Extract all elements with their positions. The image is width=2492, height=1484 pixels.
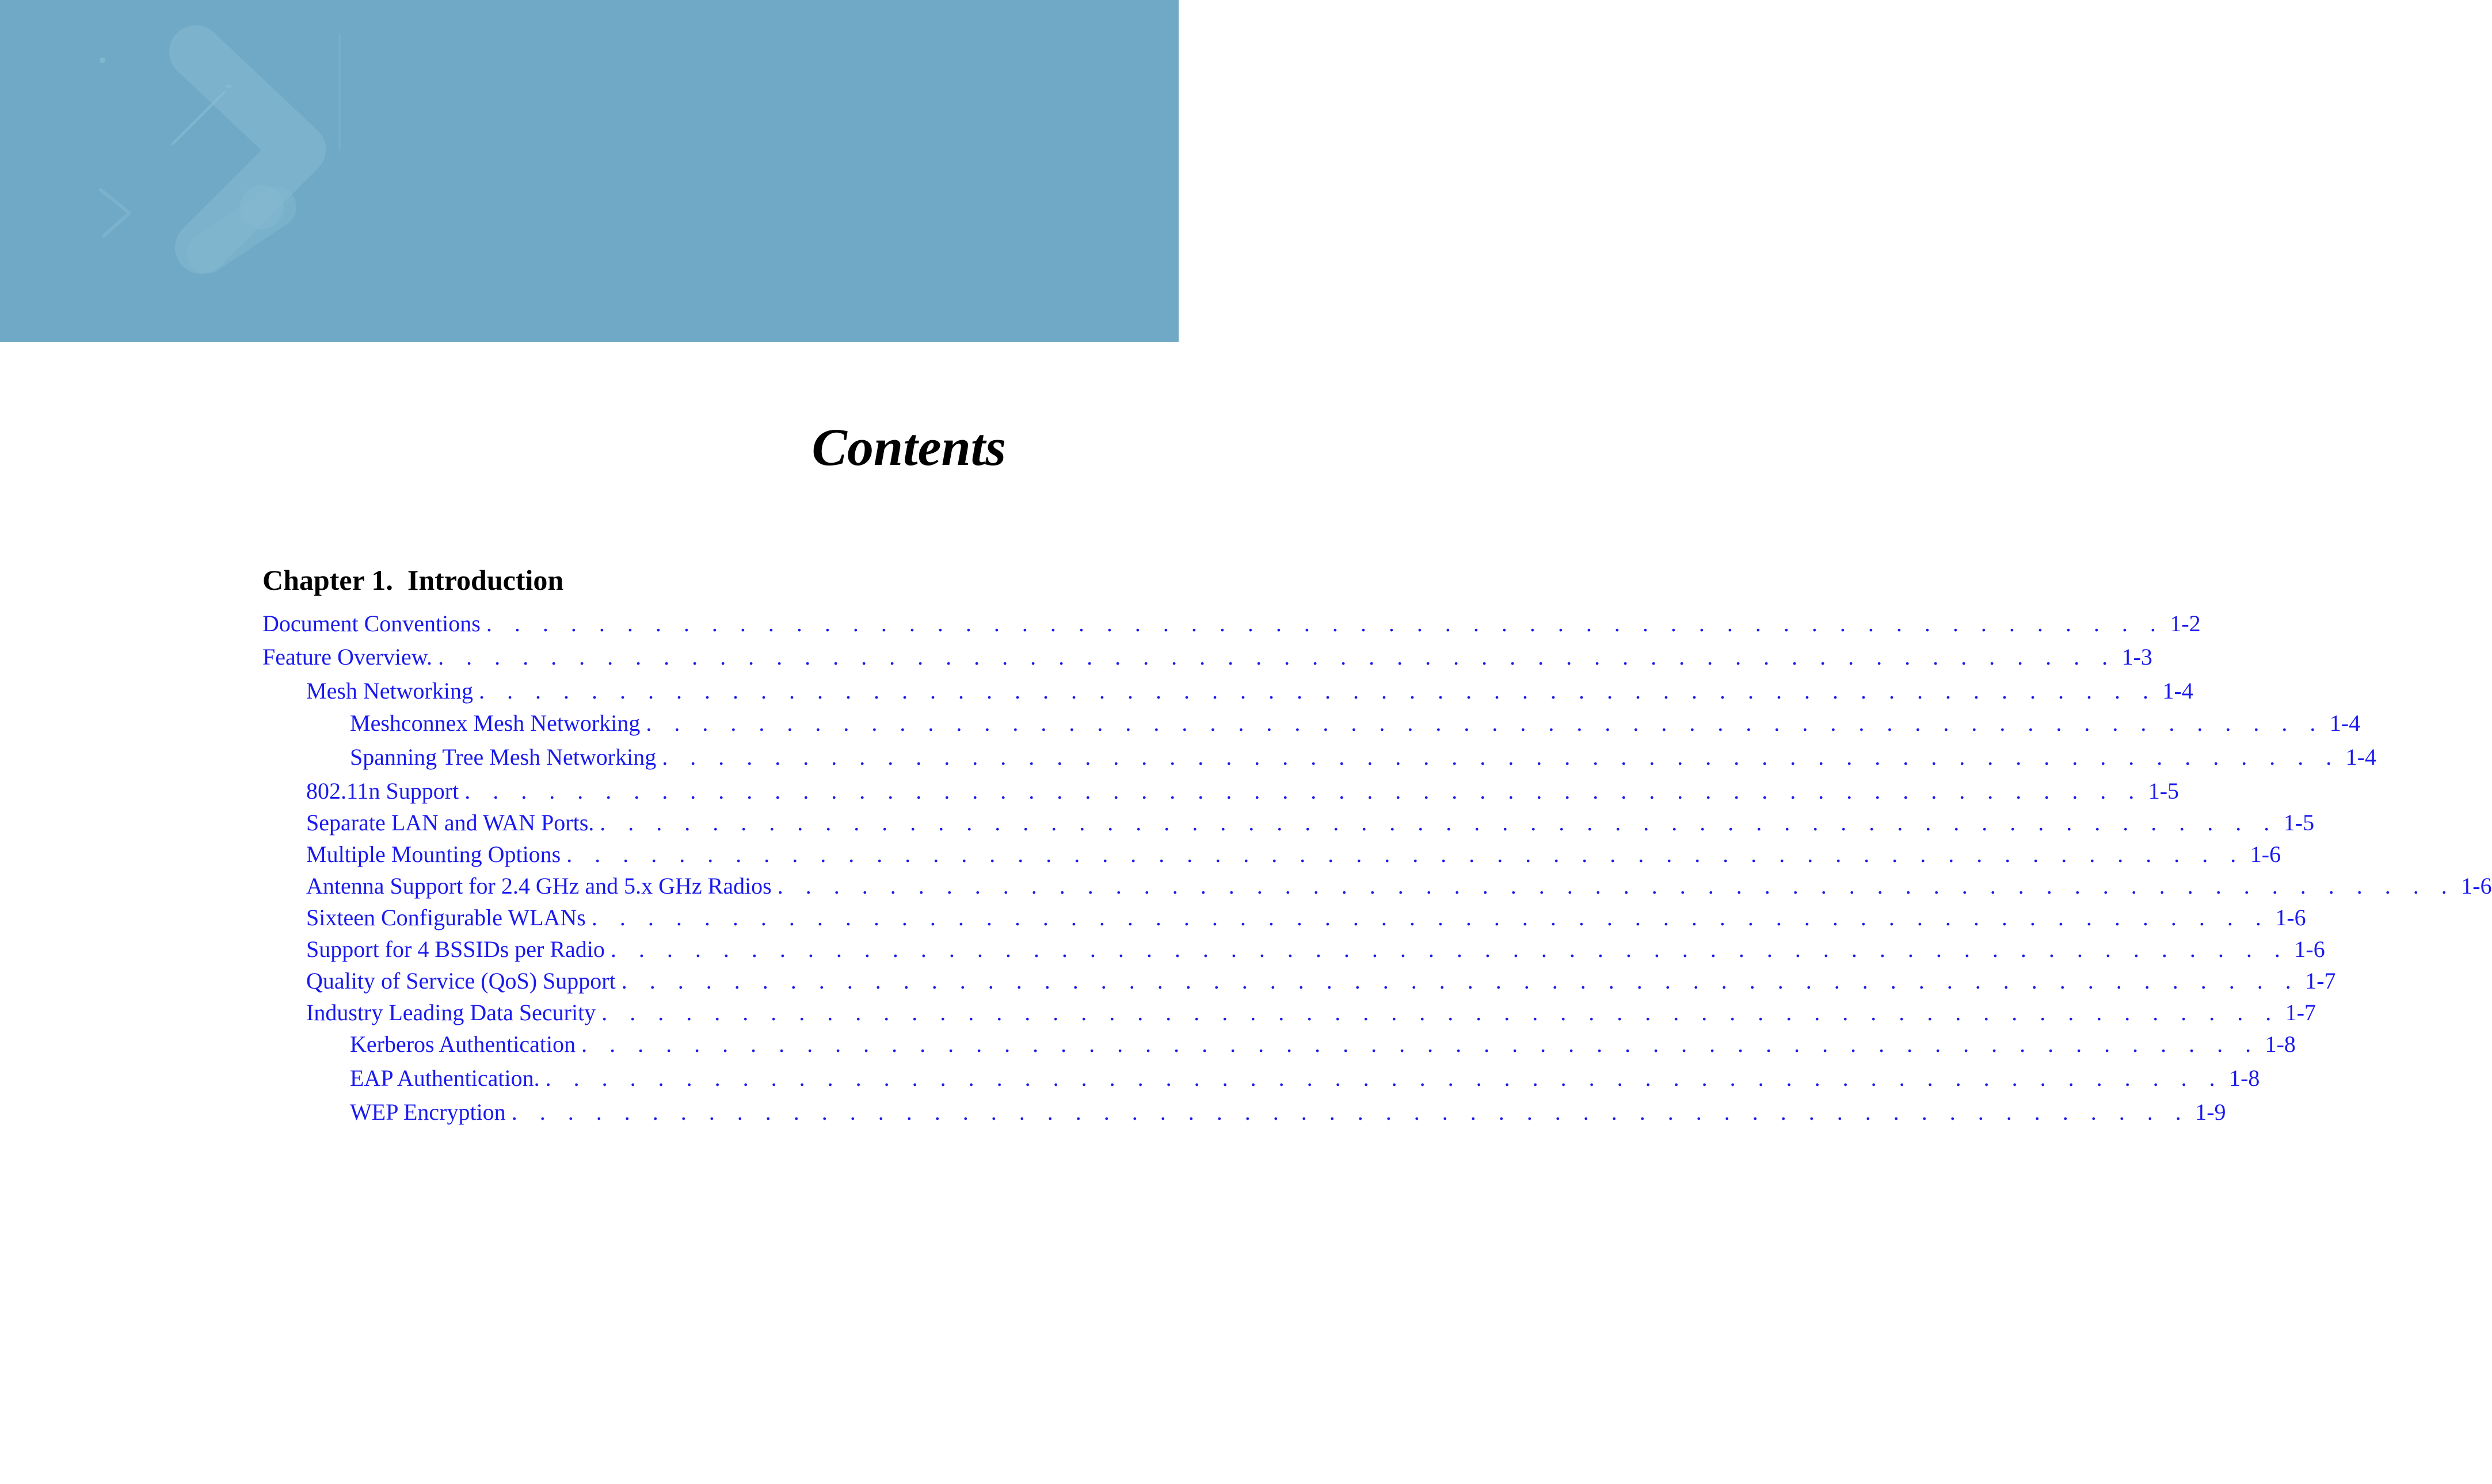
toc-leader-dots: . . . . . . . . . . . . . . . . . . . . . . . . . . . . . . . . . . . . . . . . . . . . . . . . . . . . . . . . . . . . <box>486 611 2165 636</box>
toc-page-number: 1-8 <box>2229 1065 2260 1091</box>
toc-entry-wep-encryption[interactable] <box>350 1096 2226 1128</box>
toc-page-number: 1-6 <box>2294 936 2325 962</box>
toc-entry-title: 802.11n Support <box>306 778 459 804</box>
toc-entry-title: Feature Overview. <box>262 644 433 670</box>
toc-entry-title: Meshconnex Mesh Networking <box>350 710 641 736</box>
toc-entry-quality-of-service[interactable] <box>306 965 2336 997</box>
toc-entry-title: Separate LAN and WAN Ports. <box>306 810 595 836</box>
toc-page-number: 1-5 <box>2148 778 2179 804</box>
toc-page-number: 1-7 <box>2305 968 2336 994</box>
toc-leader-dots: . . . . . . . . . . . . . . . . . . . . . . . . . . . . . . . . . . . . . . . . . . . . . . . . . . . . . . . . . . . . <box>478 678 2157 704</box>
toc-page-number: 1-4 <box>2162 678 2193 704</box>
toc-leader-dots: . . . . . . . . . . . . . . . . . . . . . . . . . . . . . . . . . . . . . . . . . . . . . . . . . . . . . . . . . . . . <box>662 744 2340 770</box>
toc-page-number: 1-7 <box>2285 999 2316 1025</box>
toc-page-number: 1-2 <box>2170 611 2201 636</box>
toc-page-number: 1-4 <box>2345 744 2377 770</box>
toc-entry-feature-overview[interactable] <box>262 641 2152 673</box>
toc-entry-title: WEP Encryption <box>350 1099 506 1125</box>
toc-entry-support-4-bssids[interactable] <box>306 933 2325 966</box>
toc-leader-dots: . . . . . . . . . . . . . . . . . . . . . . . . . . . . . . . . . . . . . . . . . . . . . . . . . . . . . . . . . . . . <box>601 999 2280 1025</box>
toc-page-number: 1-8 <box>2265 1031 2296 1057</box>
toc-leader-dots: . . . . . . . . . . . . . . . . . . . . . . . . . . . . . . . . . . . . . . . . . . . . . . . . . . . . . . . . . . . . <box>777 873 2456 899</box>
toc-entry-antenna-support[interactable] <box>306 870 2492 902</box>
toc-entry-title: Spanning Tree Mesh Networking <box>350 744 657 770</box>
toc-leader-dots: . . . . . . . . . . . . . . . . . . . . . . . . . . . . . . . . . . . . . . . . . . . . . . . . . . . . . . . . . . . . <box>646 710 2324 736</box>
toc-entry-title: Industry Leading Data Security <box>306 999 596 1025</box>
toc-leader-dots: . . . . . . . . . . . . . . . . . . . . . . . . . . . . . . . . . . . . . . . . . . . . . . . . . . . . . . . . . . . . <box>591 905 2270 930</box>
toc-leader-dots: . . . . . . . . . . . . . . . . . . . . . . . . . . . . . . . . . . . . . . . . . . . . . . . . . . . . . . . . . . . . <box>566 841 2245 867</box>
toc-entry-document-conventions[interactable] <box>262 608 2201 640</box>
toc-entry-mesh-networking[interactable] <box>306 675 2193 707</box>
page-title: Contents <box>811 418 1006 476</box>
toc-entry-spanning-tree-mesh-networking[interactable] <box>350 741 2377 773</box>
toc-leader-dots: . . . . . . . . . . . . . . . . . . . . . . . . . . . . . . . . . . . . . . . . . . . . . . . . . . . . . . . . . . . . <box>464 778 2143 804</box>
toc-leader-dots: . . . . . . . . . . . . . . . . . . . . . . . . . . . . . . . . . . . . . . . . . . . . . . . . . . . . . . . . . . . . <box>610 936 2289 962</box>
toc-entry-title: Antenna Support for 2.4 GHz and 5.x GHz Radios <box>306 873 772 899</box>
toc-entry-title: EAP Authentication. <box>350 1065 540 1091</box>
toc-entry-80211n-support[interactable] <box>306 775 2179 807</box>
toc-page-number: 1-3 <box>2121 644 2152 670</box>
toc-entry-title: Kerberos Authentication <box>350 1031 576 1057</box>
toc-entry-eap-authentication[interactable] <box>350 1062 2260 1094</box>
toc-entry-title: Document Conventions <box>262 611 481 636</box>
toc-entry-industry-leading-data-security[interactable] <box>306 997 2316 1029</box>
toc-leader-dots: . . . . . . . . . . . . . . . . . . . . . . . . . . . . . . . . . . . . . . . . . . . . . . . . . . . . . . . . . . . . <box>511 1099 2190 1125</box>
toc-entry-separate-lan-wan-ports[interactable] <box>306 807 2315 839</box>
chevron-arrow-watermark-icon <box>0 0 1179 342</box>
toc-entry-meshconnex-mesh-networking[interactable] <box>350 707 2361 739</box>
toc-leader-dots: . . . . . . . . . . . . . . . . . . . . . . . . . . . . . . . . . . . . . . . . . . . . . . . . . . . . . . . . . . . . <box>581 1031 2259 1057</box>
toc-page-number: 1-6 <box>2461 873 2492 899</box>
toc-entry-sixteen-configurable-wlans[interactable] <box>306 902 2306 934</box>
toc-page-number: 1-4 <box>2329 710 2361 736</box>
toc-page-number: 1-5 <box>2283 810 2315 836</box>
toc-entry-kerberos-authentication[interactable] <box>350 1028 2296 1060</box>
toc-entry-title: Sixteen Configurable WLANs <box>306 905 586 930</box>
header-banner <box>0 0 1179 342</box>
toc-entry-title: Support for 4 BSSIDs per Radio <box>306 936 605 962</box>
toc-leader-dots: . . . . . . . . . . . . . . . . . . . . . . . . . . . . . . . . . . . . . . . . . . . . . . . . . . . . . . . . . . . . <box>438 644 2116 670</box>
toc-leader-dots: . . . . . . . . . . . . . . . . . . . . . . . . . . . . . . . . . . . . . . . . . . . . . . . . . . . . . . . . . . . . <box>545 1065 2224 1091</box>
toc-page-number: 1-6 <box>2275 905 2306 930</box>
toc-entry-title: Multiple Mounting Options <box>306 841 561 867</box>
toc-entry-title: Mesh Networking <box>306 678 473 704</box>
toc-page-number: 1-9 <box>2195 1099 2226 1125</box>
toc-entry-multiple-mounting-options[interactable] <box>306 838 2281 871</box>
toc-entry-title: Quality of Service (QoS) Support <box>306 968 616 994</box>
toc-leader-dots: . . . . . . . . . . . . . . . . . . . . . . . . . . . . . . . . . . . . . . . . . . . . . . . . . . . . . . . . . . . . <box>600 810 2278 836</box>
toc-page-number: 1-6 <box>2250 841 2281 867</box>
chapter-heading: Chapter 1. Introduction <box>262 564 564 596</box>
toc-leader-dots: . . . . . . . . . . . . . . . . . . . . . . . . . . . . . . . . . . . . . . . . . . . . . . . . . . . . . . . . . . . . <box>621 968 2300 994</box>
